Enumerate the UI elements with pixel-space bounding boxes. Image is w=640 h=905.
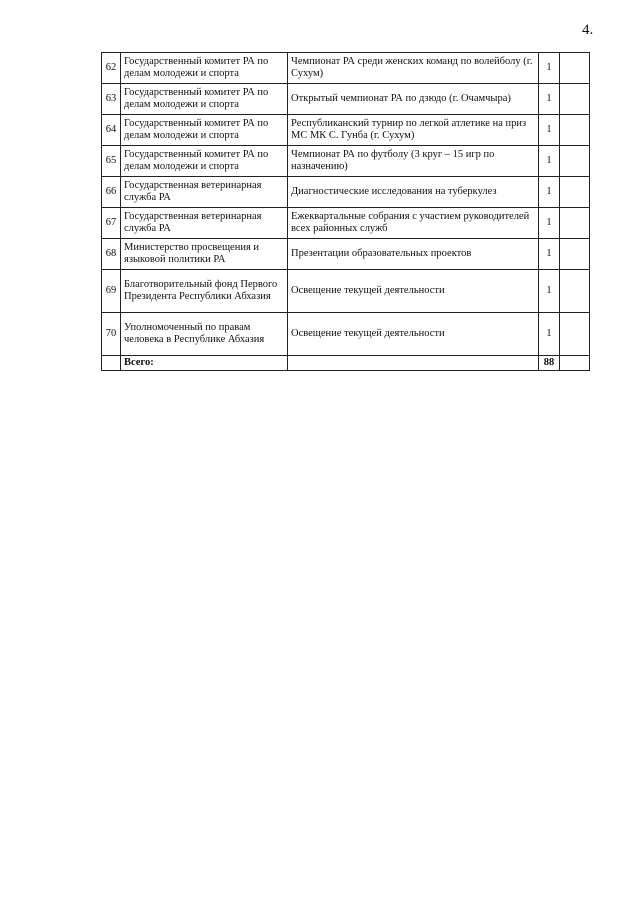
- empty-cell: [560, 177, 590, 208]
- row-number: 63: [102, 84, 121, 115]
- total-value: 88: [539, 356, 560, 371]
- organization-cell: Государственная ветеринарная служба РА: [121, 208, 288, 239]
- count-cell: 1: [539, 270, 560, 313]
- empty-cell: [560, 270, 590, 313]
- row-number: 65: [102, 146, 121, 177]
- row-number: 70: [102, 313, 121, 356]
- event-cell: Освещение текущей деятельности: [288, 270, 539, 313]
- empty-cell: [288, 356, 539, 371]
- empty-cell: [560, 115, 590, 146]
- events-table: [101, 52, 590, 371]
- table-row: [102, 84, 590, 115]
- row-number: 66: [102, 177, 121, 208]
- empty-cell: [560, 53, 590, 84]
- organization-cell: Уполномоченный по правам человека в Республике Абхазия: [121, 313, 288, 356]
- table-row: [102, 177, 590, 208]
- event-cell: Диагностические исследования на туберкулез: [288, 177, 539, 208]
- organization-cell: Государственный комитет РА по делам молодежи и спорта: [121, 115, 288, 146]
- event-cell: Республиканский турнир по легкой атлетике на приз МС МК С. Гунба (г. Сухум): [288, 115, 539, 146]
- event-cell: Чемпионат РА по футболу (3 круг – 15 игр по назначению): [288, 146, 539, 177]
- organization-cell: Министерство просвещения и языковой политики РА: [121, 239, 288, 270]
- event-cell: Чемпионат РА среди женских команд по волейболу (г. Сухум): [288, 53, 539, 84]
- count-cell: 1: [539, 313, 560, 356]
- empty-cell: [560, 146, 590, 177]
- event-cell: Открытый чемпионат РА по дзюдо (г. Очамчыра): [288, 84, 539, 115]
- event-cell: Презентации образовательных проектов: [288, 239, 539, 270]
- empty-cell: [560, 84, 590, 115]
- count-cell: 1: [539, 146, 560, 177]
- organization-cell: Государственный комитет РА по делам молодежи и спорта: [121, 84, 288, 115]
- count-cell: 1: [539, 84, 560, 115]
- event-cell: Освещение текущей деятельности: [288, 313, 539, 356]
- count-cell: 1: [539, 115, 560, 146]
- row-number: 68: [102, 239, 121, 270]
- row-number: 64: [102, 115, 121, 146]
- empty-cell: [560, 239, 590, 270]
- organization-cell: Государственная ветеринарная служба РА: [121, 177, 288, 208]
- organization-cell: Благотворительный фонд Первого Президента Республики Абхазия: [121, 270, 288, 313]
- row-number: 69: [102, 270, 121, 313]
- table-row: [102, 239, 590, 270]
- total-row: [102, 356, 590, 371]
- count-cell: 1: [539, 239, 560, 270]
- count-cell: 1: [539, 53, 560, 84]
- page-number: 4.: [582, 22, 594, 38]
- table-row: [102, 270, 590, 313]
- count-cell: 1: [539, 177, 560, 208]
- table-row: [102, 208, 590, 239]
- row-number: 67: [102, 208, 121, 239]
- total-label: Всего:: [121, 356, 288, 371]
- row-number: 62: [102, 53, 121, 84]
- count-cell: 1: [539, 208, 560, 239]
- empty-cell: [560, 208, 590, 239]
- table-row: [102, 313, 590, 356]
- table-row: [102, 115, 590, 146]
- organization-cell: Государственный комитет РА по делам молодежи и спорта: [121, 146, 288, 177]
- empty-cell: [560, 356, 590, 371]
- empty-cell: [102, 356, 121, 371]
- event-cell: Ежеквартальные собрания с участием руководителей всех районных служб: [288, 208, 539, 239]
- empty-cell: [560, 313, 590, 356]
- table-row: [102, 146, 590, 177]
- table-row: [102, 53, 590, 84]
- organization-cell: Государственный комитет РА по делам молодежи и спорта: [121, 53, 288, 84]
